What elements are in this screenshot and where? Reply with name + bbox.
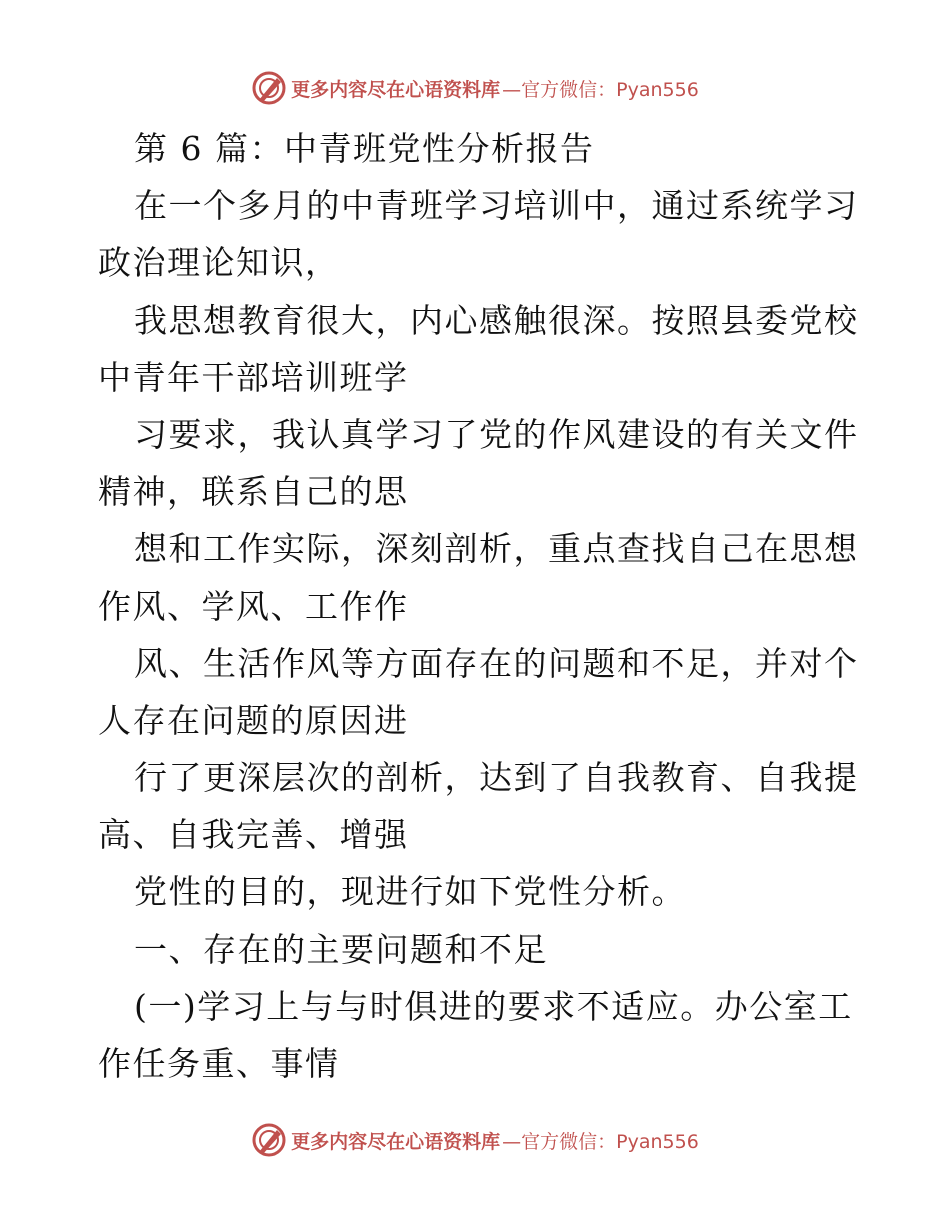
- section-heading: 一、存在的主要问题和不足: [134, 929, 548, 969]
- doc-line: 想和工作实际，深刻剖析，重点查找自己在思想: [134, 529, 858, 569]
- doc-line: 作任务重、事情: [98, 1044, 340, 1083]
- watermark-contact: —官方微信：Pyan556: [502, 78, 699, 101]
- watermark-brand: 更多内容尽在心语资料库: [291, 78, 501, 101]
- watermark-brand: 更多内容尽在心语资料库: [291, 1130, 501, 1153]
- doc-line: 在一个多月的中青班学习培训中，通过系统学习: [134, 186, 858, 226]
- subsection-heading: (一)学习上与与时俱进的要求不适应。办公室工: [134, 986, 853, 1026]
- footer-watermark: [0, 1122, 950, 1158]
- pen-logo-icon: [251, 1122, 287, 1158]
- watermark-contact: —官方微信：Pyan556: [502, 1130, 699, 1153]
- doc-line: 行了更深层次的剖析，达到了自我教育、自我提: [134, 758, 858, 798]
- doc-line: 中青年干部培训班学: [98, 357, 409, 397]
- document-body: [98, 120, 858, 1092]
- doc-line: 我思想教育很大，内心感触很深。按照县委党校: [134, 300, 858, 340]
- doc-title: 第 6 篇：中青班党性分析报告: [134, 129, 595, 168]
- doc-line: 政治理论知识，: [98, 243, 340, 283]
- header-watermark: [0, 70, 950, 106]
- doc-line: 风、生活作风等方面存在的问题和不足，并对个: [134, 643, 858, 683]
- doc-line: 高、自我完善、增强: [98, 815, 409, 855]
- doc-line: 人存在问题的原因进: [98, 700, 409, 740]
- doc-line: 党性的目的，现进行如下党性分析。: [134, 872, 686, 912]
- doc-line: 精神，联系自己的思: [98, 472, 409, 512]
- doc-line: 作风、学风、工作作: [98, 586, 409, 626]
- pen-logo-icon: [251, 70, 287, 106]
- doc-line: 习要求，我认真学习了党的作风建设的有关文件: [134, 414, 858, 454]
